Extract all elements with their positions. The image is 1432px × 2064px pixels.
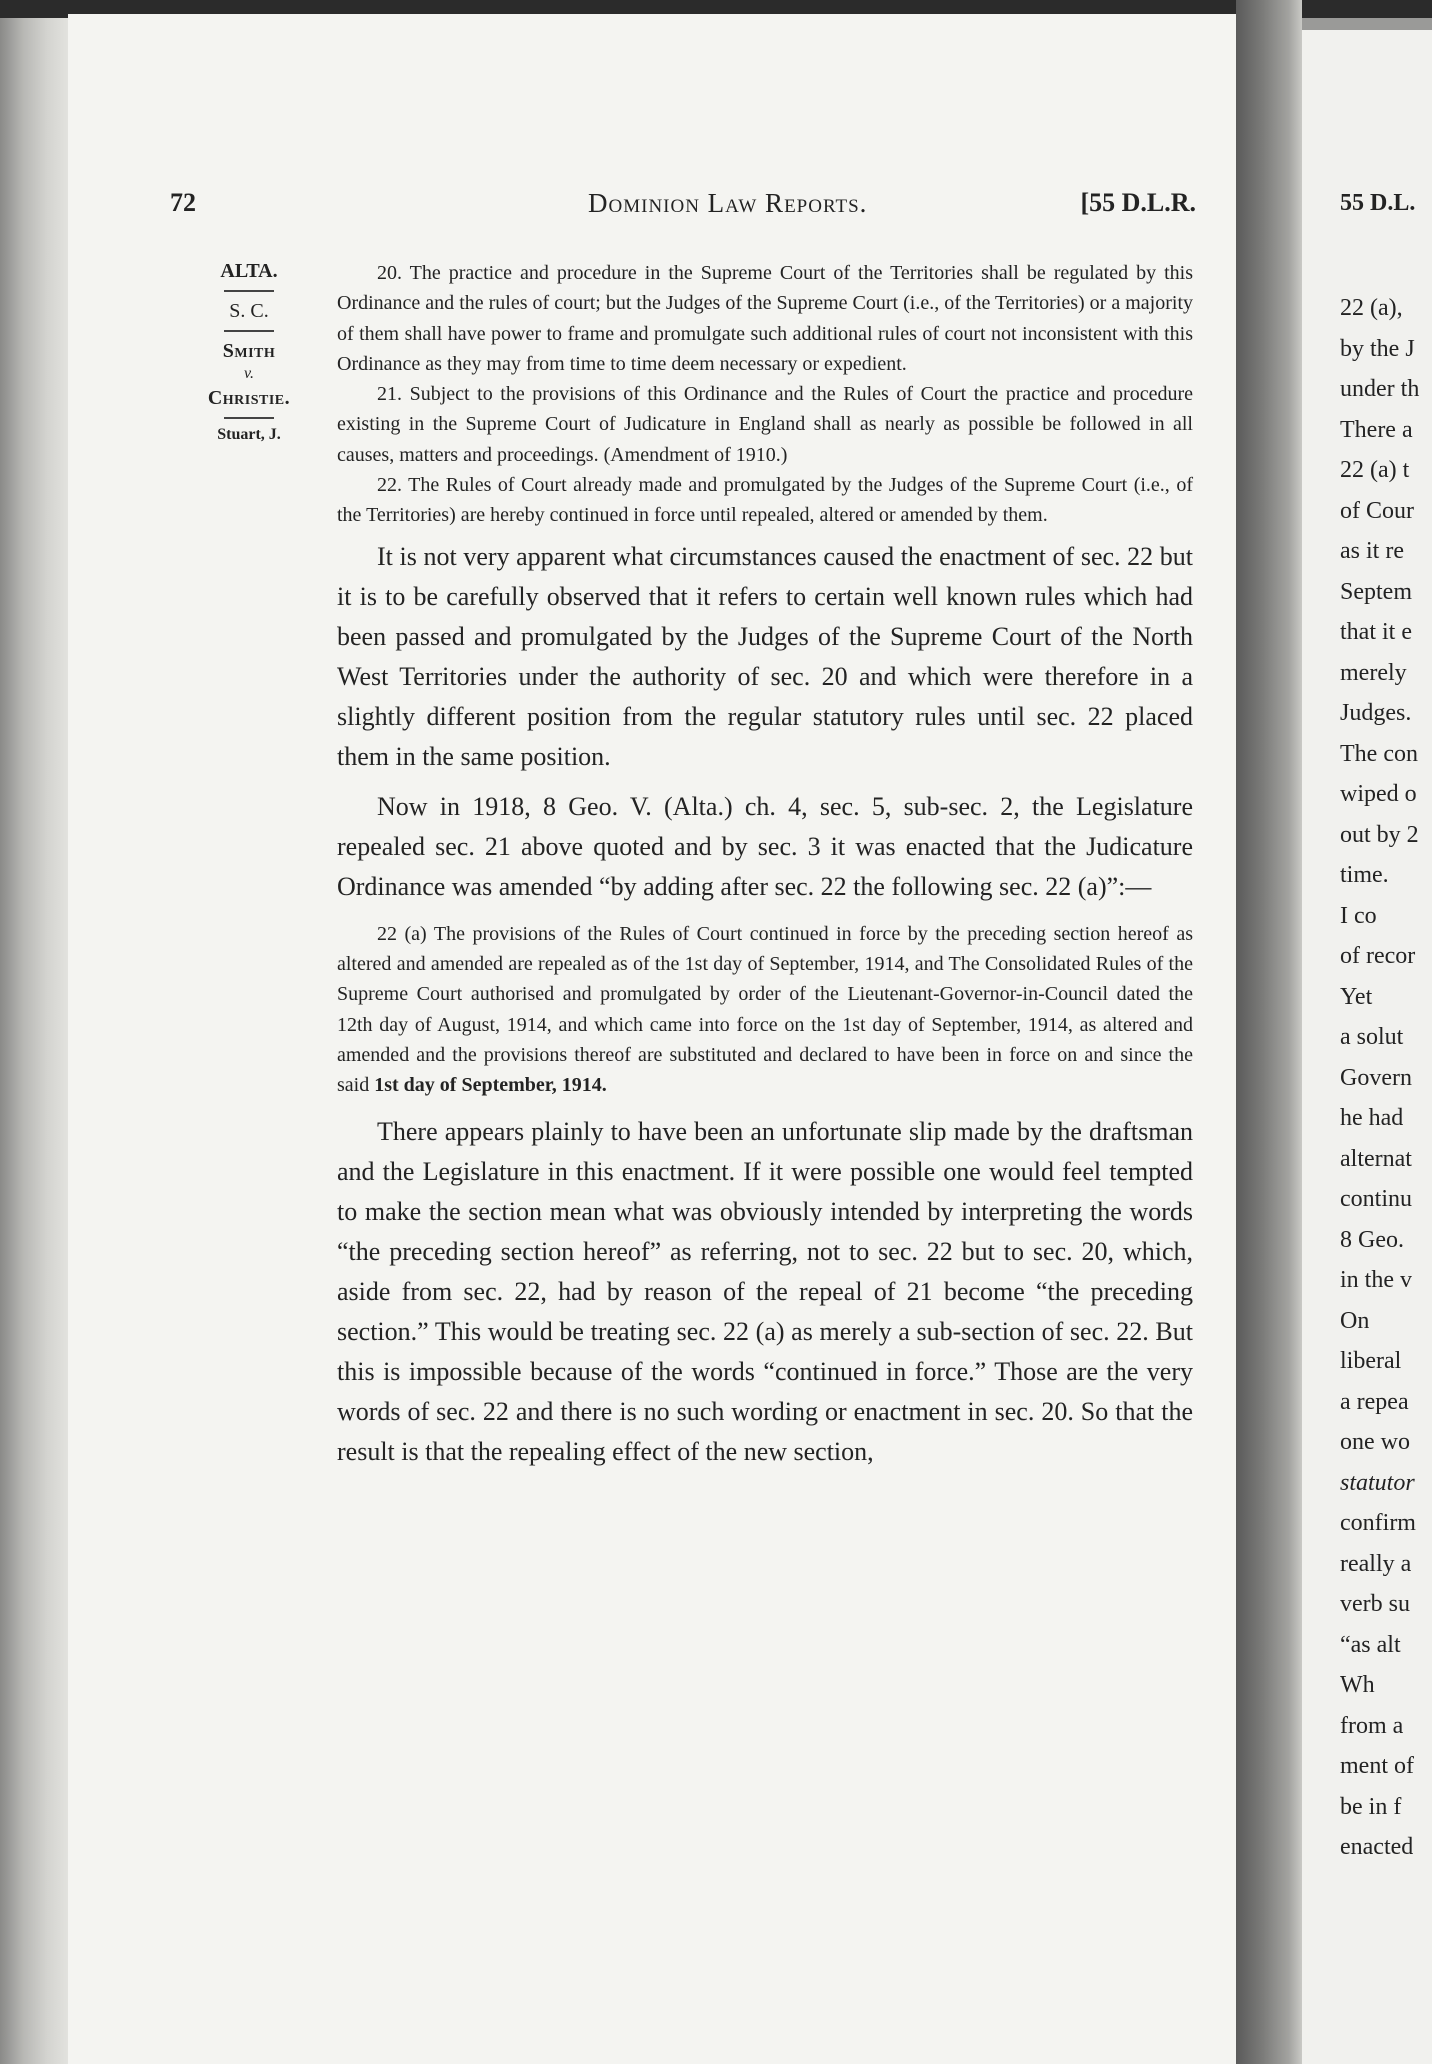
next-page-line: out by 2 [1340,821,1419,848]
margin-notes [190,258,308,446]
margin-province: ALTA. [220,260,278,282]
margin-divider [224,330,274,332]
next-page-line: 8 Geo. [1340,1226,1404,1253]
next-page-line: 22 (a) t [1340,457,1410,483]
next-page-line: of Cour [1340,497,1414,524]
next-page-line: ment of [1340,1753,1414,1779]
quoted-section-20: 20. The practice and procedure in the Supreme Court of the Territories shall be regulated by this Ordinance and the rules of court; but the Judges of the Supreme Court (i.e., of the Territories) or a majority of them shall have power to frame and promulgate such additional rules of court not inconsistent with this Ordinance as they may from time to time deem necessary or expedient. [337,262,1193,375]
next-page-line: statutor [1340,1469,1415,1496]
next-page-line: wiped o [1340,781,1417,807]
next-page-line: a solut [1340,1024,1404,1050]
next-page-line: On [1340,1307,1370,1334]
margin-party-plaintiff: Smith [222,340,276,362]
book-gutter [1236,0,1302,2064]
quoted-section-21: 21. Subject to the provisions of this Ordinance and the Rules of Court the practice and procedure existing in the Supreme Court of Judicature in England shall as nearly as possible be followed in all causes, matters and proceedings. (Amendment of 1910.) [337,383,1193,466]
quoted-section-22: 22. The Rules of Court already made and promulgated by the Judges of the Supreme Court (i.e., of the Territories) are hereby continued in force until repealed, altered or amended by them. [337,474,1193,527]
next-page-line: 22 (a), [1340,295,1403,321]
next-page-line: Judges. [1340,700,1412,726]
page-number: 72 [170,188,196,217]
margin-divider [224,290,274,292]
margin-versus: v. [244,365,254,382]
next-page-line: in the v [1340,1267,1412,1293]
report-reference: [55 D.L.R. [1080,188,1196,217]
margin-divider [224,417,274,419]
quoted-section-22a [337,919,1193,1101]
section-22a-date: 1st day of September, 1914. [374,1074,607,1097]
next-page-line: Govern [1340,1064,1412,1091]
next-page-line: I co [1340,902,1377,929]
next-page-line: verb su [1340,1591,1410,1617]
next-page-line: liberal [1340,1348,1402,1374]
next-page-line: from a [1340,1712,1404,1739]
next-page-header: 55 D.L. [1340,190,1416,216]
next-page-line: merely [1340,659,1407,686]
next-page-line: one wo [1340,1429,1410,1455]
margin-judge: Stuart, J. [217,425,281,443]
next-page-line: There a [1340,416,1413,443]
next-page-line: Yet [1340,983,1373,1010]
next-page-line: by the J [1340,335,1415,362]
margin-court: S. C. [229,300,269,322]
main-text-column [337,258,1193,1472]
next-page-line: “as alt [1340,1631,1401,1658]
body-paragraph-3: There appears plainly to have been an unfortunate slip made by the draftsman and the Legislature in this enactment. If it were possible one would feel tempted to make the section mean what was obviously intended by interpreting the words “the preceding section hereof” as referring, not to sec. 22 but to sec. 20, which, aside from sec. 22, had by reason of the repeal of 21 become “the preceding section.” This would be treating sec. 22 (a) as merely a sub-section of sec. 22. But this is impossible because of the words “continued in force.” Those are the very words of sec. 22 and there is no such wording or enactment in sec. 20. So that the result is that the repealing effect of the new section, [337,1117,1193,1467]
next-page-line: The con [1340,740,1418,767]
next-page-lines [1340,288,1419,1868]
next-page-line: Wh [1340,1672,1375,1698]
next-page-line: he had [1340,1105,1404,1131]
next-page-line: be in f [1340,1793,1402,1820]
next-page-line: that it e [1340,619,1412,645]
next-page-line: of recor [1340,943,1416,969]
next-page-line: under th [1340,376,1420,402]
next-page-line: alternat [1340,1145,1412,1172]
section-22a-text: 22 (a) The provisions of the Rules of Court continued in force by the preceding section hereof as altered and amended are repealed as of the 1st day of September, 1914, and The Consolidated Rules of the Supreme Court authorised and promulgated by order of the Lieutenant-Governor-in-Council dated the 12th day of August, 1914, and which came into force on the 1st day of September, 1914, as altered and amended and the provisions thereof are substituted and declared to have been in force on and since the said [337,922,1193,1097]
running-title: Dominion Law Reports. [588,188,868,218]
next-page-line: a repea [1340,1388,1409,1415]
next-page-line: Septem [1340,578,1412,605]
next-page-line: time. [1340,862,1389,888]
right-page-partial [1302,30,1432,2064]
page-header [170,188,1196,228]
book-left-edge [0,0,68,2064]
next-page-line: enacted [1340,1834,1414,1860]
next-page-line: as it re [1340,538,1404,564]
next-page-line: continu [1340,1186,1412,1212]
margin-party-defendant: Christie. [207,386,291,409]
body-paragraph-1: It is not very apparent what circumstances caused the enactment of sec. 22 but it is to be carefully observed that it refers to certain well known rules which had been passed and promulgated by the Judges of the Supreme Court of the North West Territories under the authority of sec. 20 and which were therefore in a slightly different position from the regular statutory rules until sec. 22 placed them in the same position. [337,541,1193,771]
next-page-line: confirm [1340,1510,1416,1536]
body-paragraph-2: Now in 1918, 8 Geo. V. (Alta.) ch. 4, sec. 5, sub-sec. 2, the Legislature repealed sec. 21 above quoted and by sec. 3 it was enacted that the Judicature Ordinance was amended “by adding after sec. 22 the following sec. 22 (a)”:— [337,791,1193,901]
next-page-line: really a [1340,1550,1412,1577]
